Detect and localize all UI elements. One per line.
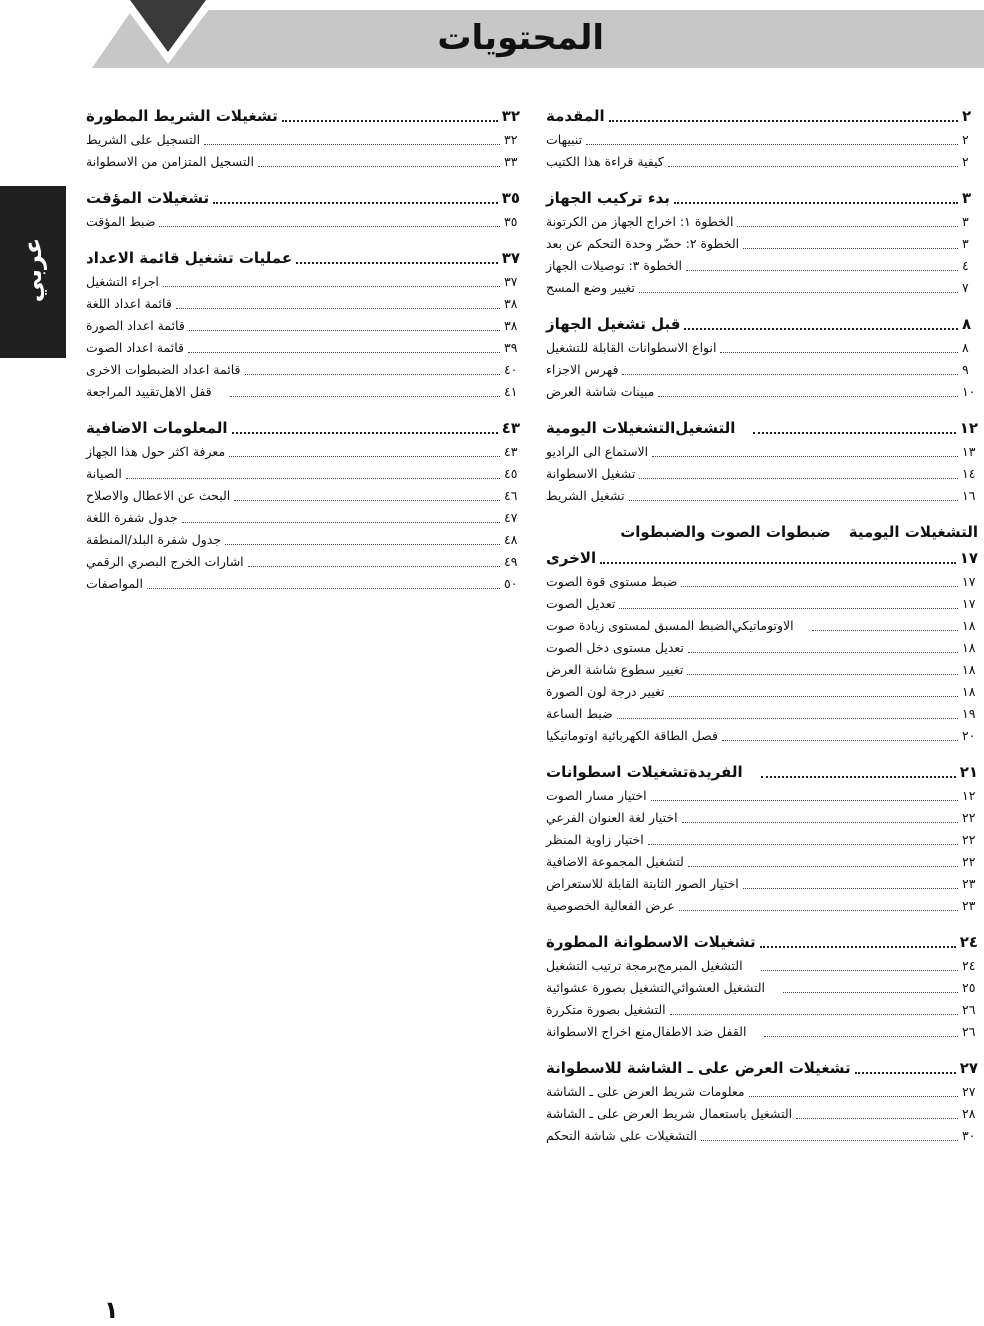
dot-leader xyxy=(147,587,500,589)
toc-entry-page: ٢٦ xyxy=(962,1024,976,1039)
toc-entry xyxy=(546,955,978,977)
toc-entry-label: تغيير سطوع شاشة العرض xyxy=(546,662,684,677)
toc-section-heading xyxy=(86,415,520,441)
toc-entry-page: ٤٧ xyxy=(504,510,518,525)
toc-entry-label: معلومات شريط العرض على ـ الشاشة xyxy=(546,1084,745,1099)
dot-leader xyxy=(674,201,958,204)
toc-entry xyxy=(86,293,520,315)
dot-leader xyxy=(686,269,958,271)
toc-entry-page: ٣ xyxy=(962,214,969,229)
dot-leader xyxy=(225,543,500,545)
toc-entry-label: اختيار مسار الصوت xyxy=(546,788,647,803)
toc-entry-page: ١٧ xyxy=(962,596,976,611)
toc-entry-page: ١٠ xyxy=(962,384,976,399)
dot-leader xyxy=(282,119,498,122)
toc-entry-page: ٣٨ xyxy=(504,296,518,311)
toc-entry-label: التشغيل باستعمال شريط العرض على ـ الشاشة xyxy=(546,1106,793,1121)
dot-leader xyxy=(681,585,958,587)
toc-entry-page: ١٢ xyxy=(962,788,976,803)
toc-entry-page: ١٩ xyxy=(962,706,976,721)
toc-entry xyxy=(546,873,978,895)
toc-entry-page: ٢٢ xyxy=(962,832,976,847)
toc-section-heading xyxy=(546,929,978,955)
toc-section-title: بدء تركيب الجهاز xyxy=(546,189,670,207)
page-number: ١ xyxy=(104,1296,119,1324)
language-tab-label: عربي xyxy=(19,237,47,303)
toc-entry xyxy=(546,485,978,507)
toc-entry-page: ٣٨ xyxy=(504,318,518,333)
toc-entry xyxy=(546,337,978,359)
toc-entry-label: تغيير درجة لون الصورة xyxy=(546,684,665,699)
dot-leader xyxy=(652,455,958,457)
toc-entry-label: تقييد المراجعة xyxy=(86,384,160,399)
toc-entry xyxy=(86,551,520,573)
dot-leader xyxy=(684,327,958,330)
dot-leader xyxy=(682,821,958,823)
dot-leader xyxy=(651,799,958,801)
toc-section xyxy=(546,311,978,403)
toc-section-page: ٣ xyxy=(962,189,972,207)
toc-entry xyxy=(546,681,978,703)
toc-section-page: ٢ xyxy=(962,107,972,125)
toc-entry-page: ٣ xyxy=(962,236,969,251)
dot-leader xyxy=(248,565,500,567)
toc-entry-label: اشارات الخرج البصري الرقمي xyxy=(86,554,244,569)
toc-entry xyxy=(546,381,978,403)
toc-entry xyxy=(546,255,978,277)
toc-entry-label: معرفة اكثر حول هذا الجهاز xyxy=(86,444,226,459)
dot-leader xyxy=(600,561,955,564)
dot-leader xyxy=(670,1013,958,1015)
dot-leader xyxy=(586,143,958,145)
dot-leader xyxy=(722,739,958,741)
toc-entry-label: التسجيل المتزامن من الاسطوانة xyxy=(86,154,254,169)
toc-entry xyxy=(86,129,520,151)
dot-leader xyxy=(229,455,500,457)
dot-leader xyxy=(629,499,958,501)
toc-entry-page: ٢ xyxy=(962,154,969,169)
toc-entry-label: اختيار الصور الثابتة القابلة للاستعراض xyxy=(546,876,739,891)
toc-section-heading-line xyxy=(546,545,978,571)
dot-leader xyxy=(855,1071,956,1074)
dot-leader xyxy=(761,775,956,778)
toc-entry-label: جدول شفرة البلد/المنطقة xyxy=(86,532,222,547)
toc-section-title: التشغيلات اليومية xyxy=(546,419,676,437)
toc-entry xyxy=(86,529,520,551)
toc-entry-page: ٤٥ xyxy=(504,466,518,481)
toc-entry xyxy=(86,507,520,529)
toc-entry-label: تعديل الصوت xyxy=(546,596,616,611)
dot-leader xyxy=(743,247,958,249)
toc-entry-page: ٢٠ xyxy=(962,728,976,743)
toc-entry xyxy=(546,829,978,851)
toc-section xyxy=(86,415,520,595)
toc-entry-page: ١٨ xyxy=(962,618,976,633)
toc-entry xyxy=(546,1021,978,1043)
toc-entry-label: عرض الفعالية الخصوصية xyxy=(546,898,675,913)
toc-entry-sublabel: التشغيل العشوائي xyxy=(671,980,766,995)
dot-leader xyxy=(743,887,958,889)
dot-leader xyxy=(622,373,958,375)
toc-entry-label: اختيار زاوية المنظر xyxy=(546,832,644,847)
toc-entry-label: ضبط المؤقت xyxy=(86,214,156,229)
toc-entry-label: ضبط مستوى قوة الصوت xyxy=(546,574,678,589)
toc-section-heading xyxy=(546,415,978,441)
toc-entry xyxy=(546,785,978,807)
triangle-marker-icon xyxy=(120,0,216,70)
toc-entry-label: التشغيلات على شاشة التحكم xyxy=(546,1128,697,1143)
toc-section xyxy=(546,185,978,299)
toc-entry-label: برمجة ترتيب التشغيل xyxy=(546,958,658,973)
toc-entry xyxy=(86,271,520,293)
toc-entry xyxy=(86,573,520,595)
toc-entry-page: ٢٧ xyxy=(962,1084,976,1099)
toc-entry-label: الاستماع الى الراديو xyxy=(546,444,649,459)
toc-entry xyxy=(546,637,978,659)
toc-entry-page: ٧ xyxy=(962,280,969,295)
toc-section-page: ٢١ xyxy=(959,763,978,781)
dot-leader xyxy=(796,1117,958,1119)
toc-right-column xyxy=(546,103,978,1159)
toc-entry-page: ٩ xyxy=(962,362,969,377)
toc-section-title: المقدمة xyxy=(546,107,605,125)
language-tab xyxy=(0,186,66,358)
toc-entry-page: ١٧ xyxy=(962,574,976,589)
toc-section-title: تشغيلات الشريط المطورة xyxy=(86,107,278,125)
toc-section-heading xyxy=(546,519,978,545)
dot-leader xyxy=(230,395,500,397)
toc-entry xyxy=(86,337,520,359)
toc-entry-sublabel: قفل الاهل xyxy=(159,384,212,399)
toc-section-subtitle: ضبطوات الصوت والضبطوات xyxy=(620,523,831,541)
toc-section-page: ٢٧ xyxy=(959,1059,978,1077)
dot-leader xyxy=(159,225,500,227)
dot-leader xyxy=(679,909,958,911)
toc-entry-page: ٢٢ xyxy=(962,854,976,869)
toc-entry-label: اختيار لغة العنوان الفرعي xyxy=(546,810,678,825)
toc-entry xyxy=(546,725,978,747)
dot-leader xyxy=(737,225,958,227)
toc-section xyxy=(86,103,520,173)
toc-entry xyxy=(546,1103,978,1125)
toc-entry-label: انواع الاسطوانات القابلة للتشغيل xyxy=(546,340,717,355)
toc-entry-page: ١٦ xyxy=(962,488,976,503)
dot-leader xyxy=(669,695,958,697)
toc-section-page: ١٧ xyxy=(959,549,978,567)
dot-leader xyxy=(234,499,500,501)
toc-entry-label: التشغيل بصورة متكررة xyxy=(546,1002,666,1017)
toc-entry-sublabel: القفل ضد الاطفال xyxy=(652,1024,747,1039)
dot-leader xyxy=(760,945,956,948)
toc-entry xyxy=(546,463,978,485)
toc-section-page: ٤٣ xyxy=(501,419,520,437)
toc-entry-page: ٢٥ xyxy=(962,980,976,995)
toc-entry xyxy=(86,359,520,381)
toc-section-title: تشغيلات الاسطوانة المطورة xyxy=(546,933,756,951)
toc-entry-page: ١٤ xyxy=(962,466,976,481)
toc-entry-page: ٤ xyxy=(962,258,969,273)
toc-entry xyxy=(546,895,978,917)
toc-entry xyxy=(546,593,978,615)
toc-entry-page: ٤٩ xyxy=(504,554,518,569)
toc-entry-label: قائمة اعداد الصورة xyxy=(86,318,185,333)
dot-leader xyxy=(648,843,958,845)
dot-leader xyxy=(204,143,500,145)
toc-entry xyxy=(546,151,978,173)
toc-section-title-line2: الاخرى xyxy=(546,549,597,567)
dot-leader xyxy=(245,373,501,375)
toc-entry-sublabel: التشغيل المبرمج xyxy=(657,958,743,973)
toc-entry-label: قائمة اعداد اللغة xyxy=(86,296,172,311)
toc-section-page: ٨ xyxy=(962,315,972,333)
toc-entry xyxy=(546,999,978,1021)
dot-leader xyxy=(182,521,500,523)
toc-section-page: ٣٧ xyxy=(501,249,520,267)
toc-entry-label: جدول شفرة اللغة xyxy=(86,510,178,525)
toc-entry-label: تغيير وضع المسح xyxy=(546,280,635,295)
toc-section-title: قبل تشغيل الجهاز xyxy=(546,315,681,333)
toc-entry-label: الخطوة ٣: توصيلات الجهاز xyxy=(546,258,682,273)
toc-section-title: تشغيلات اسطوانات xyxy=(546,763,689,781)
toc-entry-label: الضبط المسبق لمستوى زيادة صوت xyxy=(546,618,732,633)
toc-entry-page: ٣٢ xyxy=(504,132,518,147)
toc-entry xyxy=(546,277,978,299)
toc-entry-label: قائمة اعداد الضبطوات الاخرى xyxy=(86,362,241,377)
toc-entry-label: الصيانة xyxy=(86,466,122,481)
toc-entry-label: تشغيل الشريط xyxy=(546,488,625,503)
toc-entry-label: ضبط الساعة xyxy=(546,706,613,721)
toc-entry xyxy=(546,233,978,255)
dot-leader xyxy=(188,351,500,353)
toc-entry-sublabel: الاوتوماتيكي xyxy=(732,618,794,633)
toc-entry xyxy=(86,315,520,337)
toc-section-heading xyxy=(546,759,978,785)
toc-entry-page: ٣٧ xyxy=(504,274,518,289)
toc-section-heading xyxy=(546,1055,978,1081)
toc-section xyxy=(86,185,520,233)
toc-section-heading xyxy=(546,311,978,337)
toc-entry-page: ٨ xyxy=(962,340,969,355)
toc-entry xyxy=(546,571,978,593)
dot-leader xyxy=(619,607,958,609)
dot-leader xyxy=(688,865,958,867)
dot-leader xyxy=(163,285,500,287)
toc-entry xyxy=(86,381,520,403)
toc-entry xyxy=(546,211,978,233)
dot-leader xyxy=(296,261,498,264)
toc-entry-label: كيفية قراءة هذا الكتيب xyxy=(546,154,664,169)
toc-entry xyxy=(546,441,978,463)
dot-leader xyxy=(658,395,958,397)
toc-entry-page: ٤٣ xyxy=(504,444,518,459)
dot-leader xyxy=(232,431,498,434)
toc-entry-page: ٢٤ xyxy=(962,958,976,973)
dot-leader xyxy=(764,1035,958,1037)
toc-entry-page: ٢٣ xyxy=(962,876,976,891)
dot-leader xyxy=(609,119,958,122)
dot-leader xyxy=(701,1139,958,1141)
toc-entry xyxy=(546,359,978,381)
toc-section-heading xyxy=(546,103,978,129)
toc-entry-label: فصل الطاقة الكهربائية اوتوماتيكيا xyxy=(546,728,718,743)
toc-section-page: ١٢ xyxy=(959,419,978,437)
toc-section-heading xyxy=(86,185,520,211)
toc-entry-page: ٣٠ xyxy=(962,1128,976,1143)
toc-section-heading xyxy=(86,245,520,271)
toc-entry-page: ٢٣ xyxy=(962,898,976,913)
toc-section-heading xyxy=(86,103,520,129)
toc-left-column xyxy=(86,103,520,607)
toc-entry-label: قائمة اعداد الصوت xyxy=(86,340,185,355)
toc-entry-label: الخطوة ١: اخراج الجهاز من الكرتونة xyxy=(546,214,734,229)
toc-entry-page: ٣٥ xyxy=(504,214,518,229)
toc-entry-page: ٤٠ xyxy=(504,362,518,377)
toc-entry xyxy=(86,211,520,233)
toc-section xyxy=(546,929,978,1043)
toc-entry xyxy=(546,807,978,829)
dot-leader xyxy=(687,673,958,675)
dot-leader xyxy=(753,431,955,434)
toc-section-title: التشغيلات اليومية xyxy=(848,523,978,541)
dot-leader xyxy=(639,477,958,479)
dot-leader xyxy=(688,651,958,653)
toc-entry-page: ٤١ xyxy=(504,384,518,399)
toc-entry-label: التشغيل بصورة عشوائية xyxy=(546,980,672,995)
toc-entry-page: ٢٦ xyxy=(962,1002,976,1017)
toc-section-title: تشغيلات المؤقت xyxy=(86,189,210,207)
dot-leader xyxy=(189,329,500,331)
toc-entry-page: ١٨ xyxy=(962,684,976,699)
dot-leader xyxy=(783,991,958,993)
toc-entry xyxy=(546,129,978,151)
toc-section-page: ٢٤ xyxy=(959,933,978,951)
toc-entry-label: منع اخراج الاسطوانة xyxy=(546,1024,653,1039)
toc-section-subtitle: الفريدة xyxy=(688,763,743,781)
dot-leader xyxy=(720,351,958,353)
toc-entry-page: ١٨ xyxy=(962,640,976,655)
toc-entry-page: ٢٨ xyxy=(962,1106,976,1121)
toc-entry-page: ٤٦ xyxy=(504,488,518,503)
toc-entry xyxy=(546,703,978,725)
toc-entry-label: الخطوة ٢: حضّر وحدة التحكم عن بعد xyxy=(546,236,740,251)
toc-section xyxy=(546,1055,978,1147)
dot-leader xyxy=(126,477,500,479)
toc-section xyxy=(546,415,978,507)
toc-entry-label: البحث عن الاعطال والاصلاح xyxy=(86,488,231,503)
toc-section xyxy=(546,103,978,173)
toc-section xyxy=(546,759,978,917)
toc-entry-page: ٢٢ xyxy=(962,810,976,825)
toc-entry-label: مبينات شاشة العرض xyxy=(546,384,655,399)
toc-entry-label: تشغيل الاسطوانة xyxy=(546,466,636,481)
toc-entry xyxy=(546,659,978,681)
toc-entry-page: ٣٣ xyxy=(504,154,518,169)
toc-entry-label: تعديل مستوى دخل الصوت xyxy=(546,640,684,655)
toc-entry xyxy=(546,1081,978,1103)
toc-entry-label: المواصفات xyxy=(86,576,143,591)
toc-entry-page: ٢ xyxy=(962,132,969,147)
toc-section-page: ٣٢ xyxy=(501,107,520,125)
page-title: المحتويات xyxy=(437,18,604,58)
dot-leader xyxy=(749,1095,958,1097)
toc-section-title: تشغيلات العرض على ـ الشاشة للاسطوانة xyxy=(546,1059,851,1077)
toc-entry xyxy=(546,977,978,999)
toc-entry-page: ٣٩ xyxy=(504,340,518,355)
toc-section xyxy=(546,519,978,747)
toc-section-heading xyxy=(546,185,978,211)
toc-section-subtitle: التشغيل xyxy=(675,419,736,437)
toc-entry-page: ٤٨ xyxy=(504,532,518,547)
toc-entry xyxy=(86,463,520,485)
dot-leader xyxy=(213,201,498,204)
toc-entry-label: فهرس الاجزاء xyxy=(546,362,619,377)
toc-entry xyxy=(546,1125,978,1147)
toc-entry-page: ١٨ xyxy=(962,662,976,677)
dot-leader xyxy=(258,165,500,167)
toc-entry-page: ٥٠ xyxy=(504,576,518,591)
toc-entry xyxy=(86,441,520,463)
toc-entry-label: لتشغيل المجموعة الاضافية xyxy=(546,854,684,869)
toc-entry-page: ١٣ xyxy=(962,444,976,459)
dot-leader xyxy=(668,165,958,167)
toc-entry xyxy=(86,151,520,173)
dot-leader xyxy=(617,717,958,719)
toc-entry-label: التسجيل على الشريط xyxy=(86,132,201,147)
toc-entry xyxy=(546,851,978,873)
toc-section-page: ٣٥ xyxy=(501,189,520,207)
toc-section-title: عمليات تشغيل قائمة الاعداد xyxy=(86,249,293,267)
toc-entry xyxy=(86,485,520,507)
toc-section xyxy=(86,245,520,403)
toc-entry xyxy=(546,615,978,637)
dot-leader xyxy=(176,307,500,309)
toc-section-title: المعلومات الاضافية xyxy=(86,419,228,437)
toc-entry-label: اجراء التشغيل xyxy=(86,274,159,289)
dot-leader xyxy=(761,969,958,971)
toc-entry-label: تنبيهات xyxy=(546,132,583,147)
dot-leader xyxy=(812,629,958,631)
dot-leader xyxy=(639,291,958,293)
